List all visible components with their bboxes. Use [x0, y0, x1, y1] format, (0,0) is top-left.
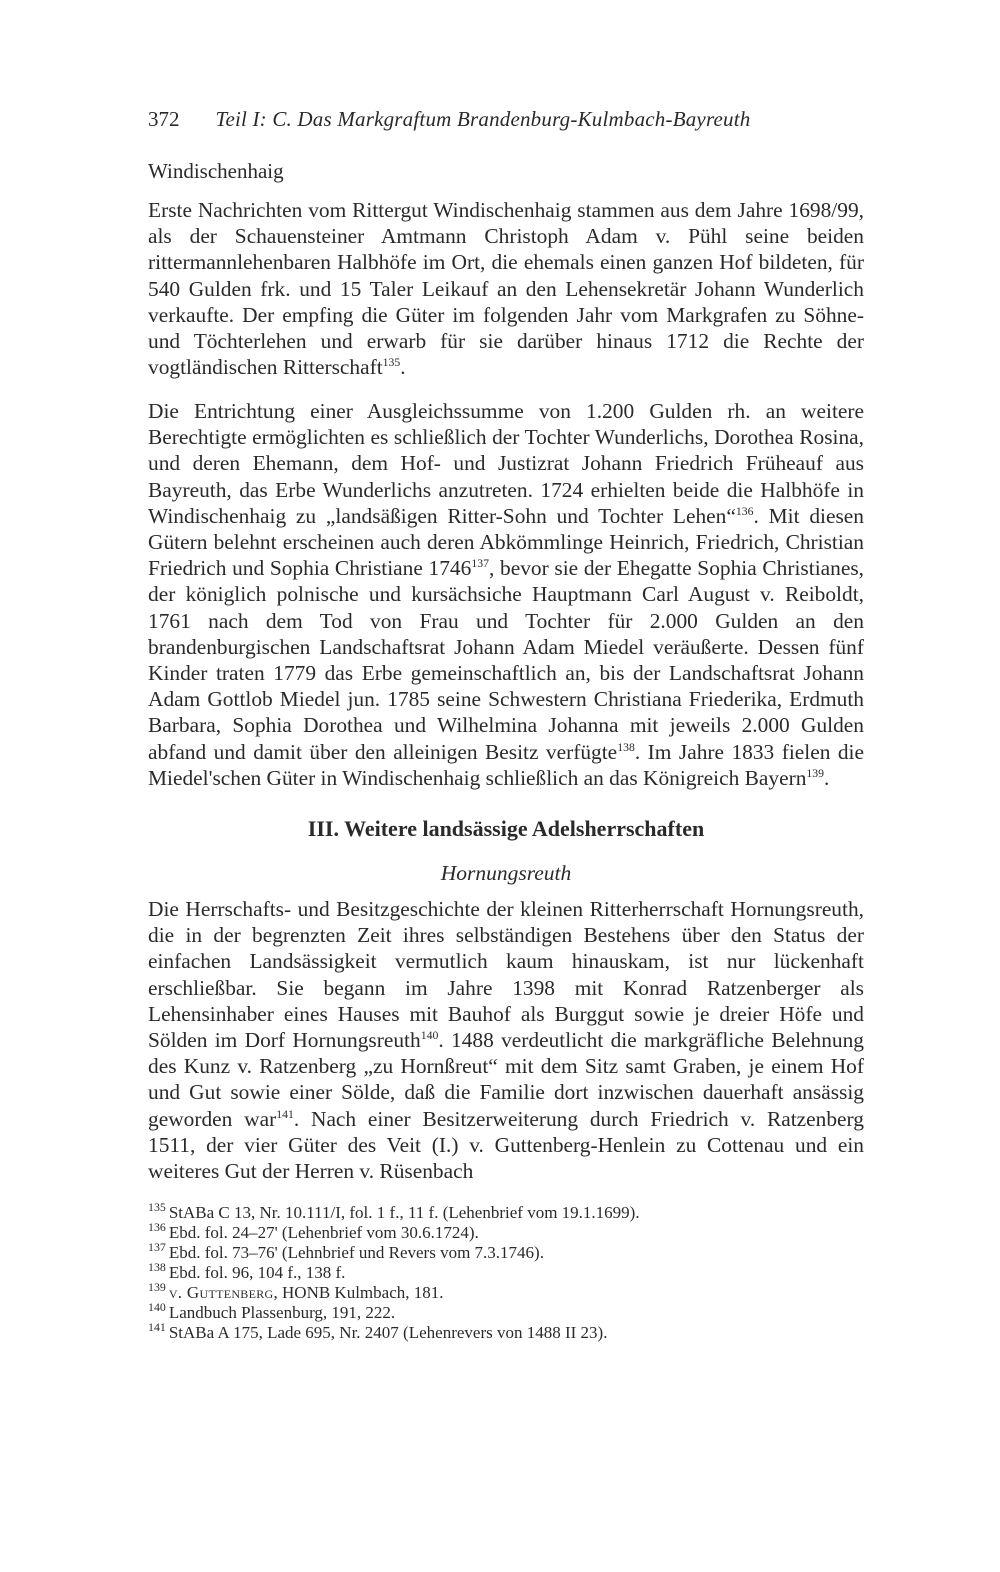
footnote-number: 140	[148, 1300, 166, 1315]
footnote-ref: 135	[382, 356, 401, 370]
running-title: Teil I: C. Das Markgraftum Brandenburg-Kulmbach-Bayreuth	[215, 107, 751, 131]
subsection-title: Windischenhaig	[148, 159, 284, 183]
footnote-ref: 138	[617, 740, 635, 754]
footnote-140	[148, 1300, 864, 1323]
footnote-ref: 140	[420, 1028, 439, 1042]
footnote-ref: 141	[276, 1107, 294, 1121]
paragraph-text: Die Entrichtung einer Ausgleichssumme von 1.200 Gulden rh. an weitere Berechtigte ermöglichten es schließlich der Tochter Wunderlichs, Dorothea Rosina, und deren Ehemann, dem Hof- und Justizrat Johann Friedrich Früheauf aus Bayreuth, das Erbe Wunderlichs anzutreten. 1724 erhielten beide die Halbhöfe in Windischenhaig zu „landsäßigen Ritter-Sohn und Tochter Lehen“	[148, 399, 864, 528]
paragraph-text: , bevor sie der Ehegatte Sophia Christianes, der königlich polnische und kursächsiche Hauptmann Carl August v. Reiboldt, 1761 nach dem Tod von Frau und Tochter für 2.000 Gulden an den brandenburgischen Landschaftsrat Johann Adam Miedel veräußerte. Dessen fünf Kinder traten 1779 das Erbe gemeinschaftlich an, bis der Landschaftsrat Johann Adam Gottlob Miedel jun. 1785 seine Schwestern Christiana Friederika, Erdmuth Barbara, Sophia Dorothea und Wilhelmina Johanna mit jeweils 2.000 Gulden abfand und damit über den alleinigen Besitz verfügte	[148, 556, 864, 764]
footnote-text: StABa A 175, Lade 695, Nr. 2407 (Lehenrevers von 1488 II 23).	[168, 1323, 608, 1342]
footnote-ref: 136	[735, 504, 754, 518]
section-subtitle: Hornungsreuth	[440, 861, 572, 885]
footnotes	[148, 1200, 864, 1343]
footnote-text: Ebd. fol. 24–27' (Lehenbrief vom 30.6.1724).	[168, 1223, 479, 1242]
footnote-text: StABa C 13, Nr. 10.111/I, fol. 1 f., 11 f. (Lehenbrief vom 19.1.1699).	[168, 1203, 640, 1222]
paragraph-text: . Nach einer Besitzerweiterung durch Friedrich v. Ratzenberg 1511, der vier Güter des Veit (I.) v. Guttenberg-Henlein zu Cottenau und ein weiteres Gut der Herren v. Rüsenbach	[148, 1106, 864, 1184]
footnote-text: , HONB Kulmbach, 181.	[273, 1283, 444, 1302]
footnote-author: v. Guttenberg	[168, 1283, 274, 1302]
section-title: III. Weitere landsässige Adelsherrschaften	[307, 816, 705, 841]
paragraph-text: Die Herrschafts- und Besitzgeschichte der kleinen Ritterherrschaft Hornungsreuth, die in der begrenzten Zeit ihres selbständigen Bestehens über den Status der einfachen Landsässigkeit vermutlich kaum hinauskam, ist nur lückenhaft erschließbar. Sie begann im Jahre 1398 mit Konrad Ratzenberger als Lehensinhaber eines Hauses mit Bauhof als Burggut sowie je dreier Höfe und Sölden im Dorf Hornungsreuth	[148, 897, 864, 1053]
footnote-136	[148, 1220, 864, 1243]
footnote-text: Landbuch Plassenburg, 191, 222.	[168, 1303, 396, 1322]
footnote-139	[148, 1280, 864, 1303]
paragraph-tail: .	[400, 355, 406, 380]
paragraph-text: . Mit diesen Gütern belehnt erscheinen auch deren Abkömmlinge Heinrich, Friedrich, Christian Friedrich und Sophia Christiane 1746	[148, 503, 864, 581]
page-number: 372	[148, 107, 180, 131]
paragraph-hornungsreuth	[148, 896, 864, 1184]
footnote-number: 138	[148, 1260, 166, 1275]
footnote-number: 135	[148, 1200, 166, 1215]
page-header	[148, 106, 864, 132]
footnote-text: Ebd. fol. 96, 104 f., 138 f.	[168, 1263, 346, 1282]
paragraph-windischenhaig-2	[148, 398, 864, 791]
footnote-137	[148, 1240, 864, 1263]
footnote-135	[148, 1200, 864, 1223]
footnote-141	[148, 1320, 864, 1343]
paragraph-windischenhaig-1	[148, 197, 864, 380]
footnote-number: 139	[148, 1280, 166, 1295]
footnote-138	[148, 1260, 864, 1283]
footnote-number: 136	[148, 1220, 166, 1235]
footnote-text: Ebd. fol. 73–76' (Lehnbrief und Revers vom 7.3.1746).	[168, 1243, 544, 1262]
paragraph-text: . 1488 verdeutlicht die markgräfliche Belehnung des Kunz v. Ratzenberg „zu Hornßreut“ mit dem Sitz samt Graben, je einem Hof und Gut sowie einer Sölde, daß die Familie dort inzwischen dauerhaft ansässig geworden war	[148, 1028, 864, 1131]
paragraph-text: Erste Nachrichten vom Rittergut Windischenhaig stammen aus dem Jahre 1698/99, als der Schauensteiner Amtmann Christoph Adam v. Pühl seine beiden rittermannlehenbaren Halbhöfe im Ort, die ehemals einen ganzen Hof bildeten, für 540 Gulden frk. und 15 Taler Leikauf an den Lehensekretär Johann Wunderlich verkaufte. Der empfing die Güter im folgenden Jahr vom Markgrafen zu Söhne- und Töchterlehen und erwarb für sie darüber hinaus 1712 die Rechte der vogtländischen Ritterschaft	[148, 198, 864, 380]
footnote-ref: 139	[806, 766, 825, 780]
paragraph-text: . Im Jahre 1833 fielen die Miedel'schen Güter in Windischenhaig schließlich an das Königreich Bayern	[148, 739, 864, 790]
footnote-ref: 137	[471, 557, 489, 571]
footnote-number: 137	[148, 1240, 166, 1255]
paragraph-tail: .	[824, 765, 830, 790]
footnote-number: 141	[148, 1320, 166, 1335]
